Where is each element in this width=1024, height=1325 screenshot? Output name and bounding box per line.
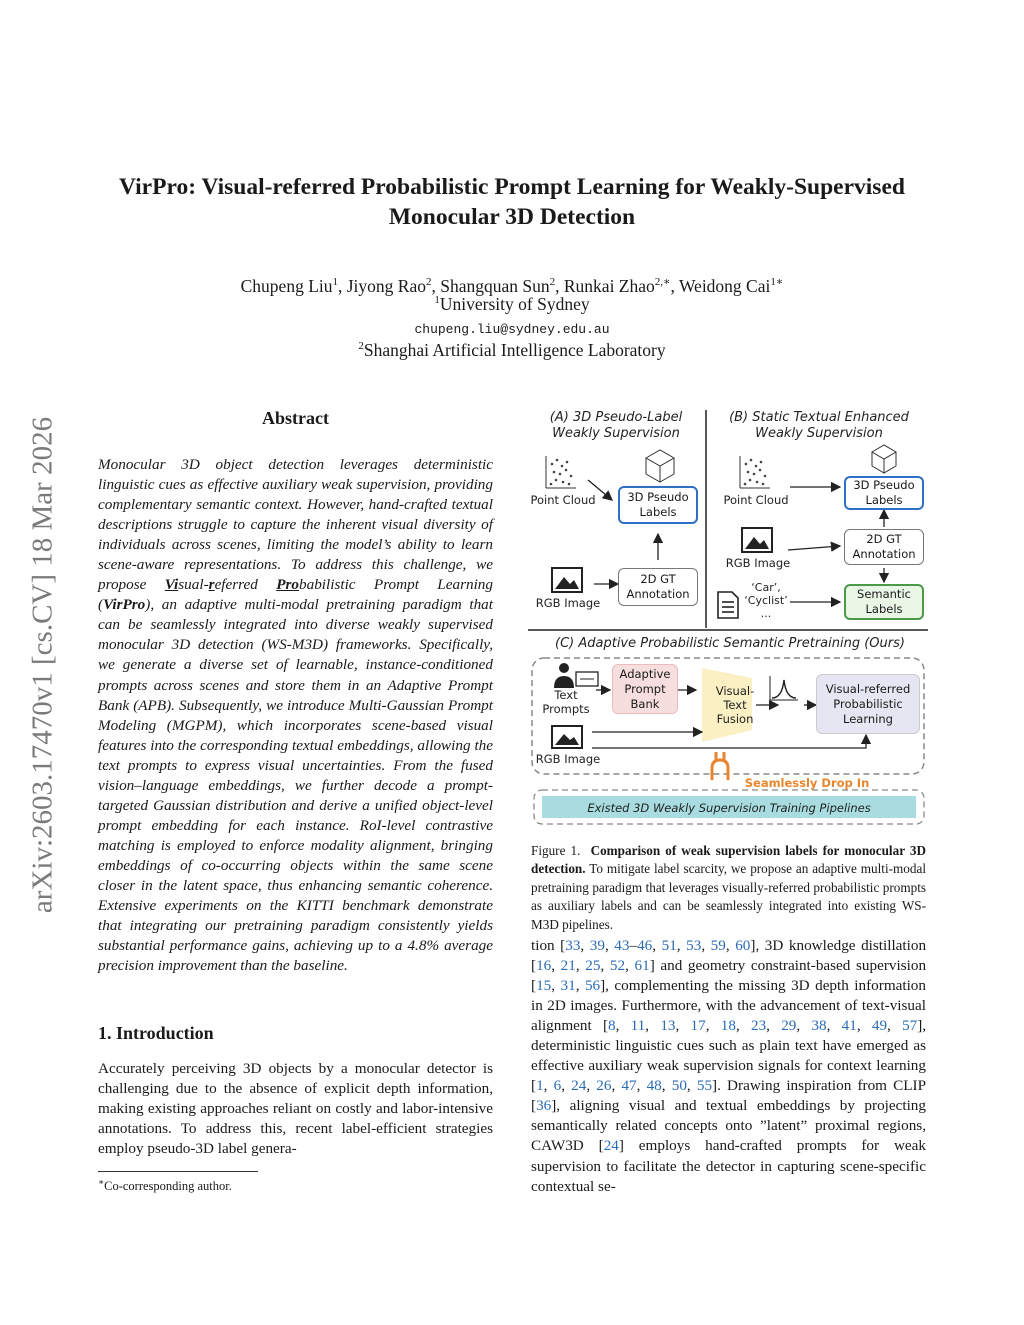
author: Shangquan Sun$^2$ bbox=[440, 275, 556, 296]
panel-b-title: (B) Static Textual Enhanced Weakly Supervision bbox=[729, 410, 909, 441]
point-cloud-icon-a bbox=[546, 456, 576, 488]
rgb-image-label-a: RGB Image bbox=[535, 596, 601, 610]
vrpl-box: Visual-referred Probabilistic Learning bbox=[816, 674, 920, 734]
adaptive-prompt-bank-box: Adaptive Prompt Bank bbox=[612, 664, 678, 714]
panel-a-title: (A) 3D Pseudo-Label Weakly Supervision bbox=[549, 410, 683, 441]
document-icon bbox=[718, 592, 738, 618]
arrow-rgb-to-vrpl bbox=[592, 735, 866, 748]
author-list: Chupeng Liu$^1$, Jiyong Rao$^2$, Shangquan Sun$^2$, Runkai Zhao$^{2,∗}$, Weidong Cai$^{1∗}$ bbox=[240, 275, 784, 296]
author: Jiyong Rao$^2$ bbox=[346, 275, 432, 296]
gaussian-plot-icon bbox=[770, 676, 798, 700]
drop-in-label: Seamlessly Drop In bbox=[744, 776, 870, 790]
person-icon bbox=[554, 663, 598, 688]
author: Weidong Cai$^{1∗}$ bbox=[678, 275, 784, 296]
cube-icon-a bbox=[646, 450, 674, 482]
fusion-label: Visual- Text Fusion bbox=[715, 684, 755, 726]
arrow-rgb-to-gt-b bbox=[788, 546, 840, 550]
pseudo-labels-box-b: 3D Pseudo Labels bbox=[844, 476, 924, 510]
point-cloud-label-b: Point Cloud bbox=[723, 493, 789, 507]
author: Chupeng Liu$^1$ bbox=[240, 275, 338, 296]
author: Runkai Zhao$^{2,∗}$ bbox=[563, 275, 671, 296]
rgb-image-icon-a bbox=[552, 568, 582, 592]
section-heading-introduction: 1. Introduction bbox=[98, 1023, 214, 1043]
rgb-image-label-c: RGB Image bbox=[535, 752, 601, 766]
paper-title bbox=[60, 172, 964, 232]
panel-c-title: (C) Adaptive Probabilistic Semantic Pretraining (Ours) bbox=[555, 636, 905, 651]
figure-1 bbox=[526, 400, 930, 830]
class-names-text: ‘Car’, ‘Cyclist’ ... bbox=[744, 581, 788, 620]
rgb-image-icon-c bbox=[552, 726, 582, 748]
pseudo-labels-box-a: 3D Pseudo Labels bbox=[618, 486, 698, 524]
rgb-image-label-b: RGB Image bbox=[725, 556, 791, 570]
arxiv-identifier bbox=[13, 365, 73, 965]
footnote-rule bbox=[98, 1171, 258, 1172]
point-cloud-label-a: Point Cloud bbox=[530, 493, 596, 507]
text-prompts-label: Text Prompts bbox=[542, 688, 590, 716]
abstract-heading: Abstract bbox=[262, 408, 329, 428]
pipelines-label: Existed 3D Weakly Supervision Training Pipelines bbox=[587, 801, 871, 815]
abstract-body: Monocular 3D object detection leverages deterministic linguistic cues as effective auxiliary weak supervision, providing complementary semantic context. However, hand-crafted textual descriptions struggle to capture the inherent visual diversity of individuals across scenes, limiting the model’s ability to learn scene-aware representations. To address this challenge, we propose Visual-referred Probabilistic Prompt Learning (VirPro), an adaptive multi-modal pretraining paradigm that can be seamlessly integrated into diverse weakly supervised monocular 3D detection (WS-M3D) frameworks. Specifically, we generate a diverse set of learnable, instance-conditioned prompts across scenes and store them in an Adaptive Prompt Bank (APB). Subsequently, we introduce Multi-Gaussian Prompt Modeling (MGPM), which incorporates scene-based visual features into the corresponding textual embeddings, allowing the text prompts to express visual uncertainties. From the fused vision–language embeddings, we further decode a prompt-targeted Gaussian distribution and derive a unified object-level prompt embedding for each instance. RoI-level contrastive matching is employed to enforce modality alignment, bringing embeddings of co-occurring objects within the same scene closer in the latent space, thus enhancing semantic coherence. Extensive experiments on the KITTI benchmark demonstrate that integrating our pretraining paradigm consistently yields substantial performance gains, achieving up to a 4.8% average precision improvement than the baseline. bbox=[98, 456, 493, 975]
affiliation-2: $^2$Shanghai Artificial Intelligence Laboratory bbox=[358, 340, 666, 360]
arxiv-id-text: arXiv:2603.17470v1 [cs.CV] 18 Mar 2026 bbox=[26, 416, 59, 914]
right-column-paragraph: tion [33, 39, 43–46, 51, 53, 59, 60], 3D knowledge distillation [16, 21, 25, 52, 61] and geometry constraint-based supervision [15, 31, 56], complementing the missing 3D depth information in 2D images. Furthermore, with the advancement of text-visual alignment [8, 11, 13, 17, 18, 23, 29, 38, 41, 49, 57], deterministic linguistic cues such as plain text have emerged as effective auxiliary weak supervision signals for context learning [1, 6, 24, 26, 47, 48, 50, 55]. Drawing inspiration from CLIP [36], aligning visual and textual embeddings by projecting semantically related concepts onto ”latent” proximal regions, CAW3D [24] employs hand-crafted prompts for weak supervision to facilitate the detector in capturing scene-specific contextual se- bbox=[531, 937, 927, 1195]
gt-annotation-box-b: 2D GT Annotation bbox=[844, 529, 924, 565]
point-cloud-icon-b bbox=[740, 456, 770, 488]
cube-icon-b bbox=[872, 445, 896, 473]
figure-caption: Figure 1. Comparison of weak supervision labels for monocular 3D detection. To mitigate label scarcity, we propose an adaptive multi-modal pretraining paradigm that leverages visually-referred probabilistic prompts as auxiliary labels and can be seamlessly integrated into existing WS-M3D pipelines. bbox=[531, 843, 926, 932]
plug-icon bbox=[712, 752, 728, 780]
affiliation-1: $^1$University of Sydney bbox=[434, 294, 590, 314]
rgb-image-icon-b bbox=[742, 528, 772, 552]
author-email[interactable]: chupeng.liu@sydney.edu.au bbox=[414, 322, 610, 337]
gt-annotation-box-a: 2D GT Annotation bbox=[618, 568, 698, 606]
intro-paragraph: Accurately perceiving 3D objects by a monocular detector is challenging due to the absence of explicit depth information, making existing approaches reliant on costly and labor-intensive annotations. To address this, recent label-efficient strategies employ pseudo-3D label genera- bbox=[98, 1060, 493, 1158]
title-line-1: VirPro: Visual-referred Probabilistic Prompt Learning for Weakly-Supervised bbox=[119, 174, 905, 200]
semantic-labels-box: Semantic Labels bbox=[844, 584, 924, 620]
title-line-2: Monocular 3D Detection bbox=[388, 204, 636, 230]
footnote: ∗Co-corresponding author. bbox=[98, 1177, 232, 1194]
